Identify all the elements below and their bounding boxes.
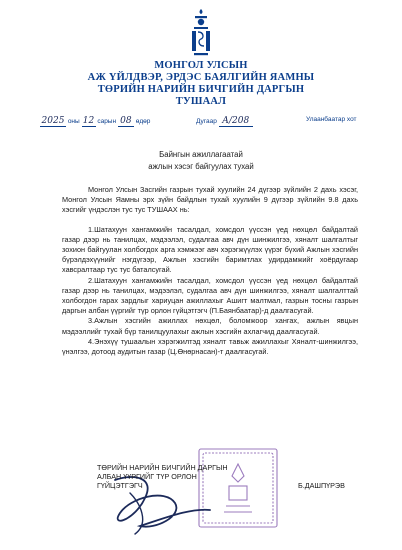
org-line-ministry: АЖ ҮЙЛДВЭР, ЭРДЭС БАЯЛГИЙН ЯАМНЫ [87,72,315,83]
date-year-suffix: оны [67,118,80,125]
item-4-paragraph: 4.Энэхүү тушаалын хэрэгжилтэд хяналт тавьж ажиллахыг Хяналт-шинжилгээ, үнэлгээ, дотоод аудитын газар (Ц.Өнөрнасан)-т даалгасугай. [62,336,358,357]
date-day-suffix: өдөр [135,118,151,125]
city-name: Улаанбаатар хот [306,116,357,123]
preamble-paragraph: Монгол Улсын Засгийн газрын тухай хуулийн 24 дүгээр зүйлийн 2 дахь хэсэг, Монгол Улсын Яамны эрх зүйн байдлын тухай хуулийн 9 дүгээр зүйлийн 9.8 дахь хэсгийг үндэслэн тус тус ТУШААХ нь: [62,185,358,215]
date-month: 12 [82,116,95,126]
title-line-1: Байнгын ажиллагаатай [159,150,243,159]
document-type: ТУШААЛ [175,96,227,107]
date-month-suffix: сарын [97,118,117,125]
date-block [40,116,150,127]
item-1-paragraph: 1.Шатахуун хангамжийн тасалдал, хомсдол үүссэн үед нөхцөл байдалтай газар дээр нь танилцах, мэдээлэл, судалгаа авч дүн шинжилгээ, хяналт шалгалтыг зохион байгуулан холбогдох арга хэмжээг авч хэрэгжүүлэх үүрэг бүхий Ажлын хэсгийн бүрэлдэхүүнийг нэгдүгээр, Ажлын хэсгийн баримтлах удирдамжийг хоёрдугаар хавсралтаар тус тус баталсугай. [62,224,358,275]
signatory-title [97,463,228,490]
state-emblem-icon [188,8,214,58]
item-3-paragraph: 3.Ажлын хэсгийн ажиллах нөхцөл, боломжоор хангах, ажлын явцын мэдээллийг тухай бүр танилцуулахыг ажлын хэсгийн ахлагчид даалгасугай. [62,316,358,336]
document-body [62,185,358,357]
signatory-title-line-2: АЛБАН ҮҮРГИЙГ ТҮР ОРЛОН [97,472,197,481]
number-block [196,116,253,127]
signatory-title-line-1: ТӨРИЙН НАРИЙН БИЧГИЙН ДАРГЫН [97,463,228,472]
date-day: 08 [118,116,134,127]
document-number: А/208 [219,116,253,127]
org-line-country: МОНГОЛ УЛСЫН [154,60,248,71]
signatory-title-line-3: ГҮЙЦЭТГЭГЧ [97,481,143,490]
title-line-2: ажлын хэсэг байгуулах тухай [148,162,254,171]
signatory-name: Б.ДАШПҮРЭВ [298,481,345,490]
org-line-secretary: ТӨРИЙН НАРИЙН БИЧГИЙН ДАРГЫН [97,84,305,95]
date-year: 2025 [41,116,65,126]
number-label: Дугаар [196,118,217,125]
item-2-paragraph: 2.Шатахуун хангамжийн тасалдал, хомсдол үүссэн үед нөхцөл байдалтай газар дээр нь танилцах, мэдээлэл, судалгаа авч дүн шинжилгээ, хяналт шалгалттай холбогдон гарах зардлыг хариуцан ажиллахыг Ашигт малтмал, газрын тосны газрын даргын албан үүргийг түр орлон гүйцэтгэгч (П.Баянбаатар)-д даалгасугай. [62,275,358,316]
